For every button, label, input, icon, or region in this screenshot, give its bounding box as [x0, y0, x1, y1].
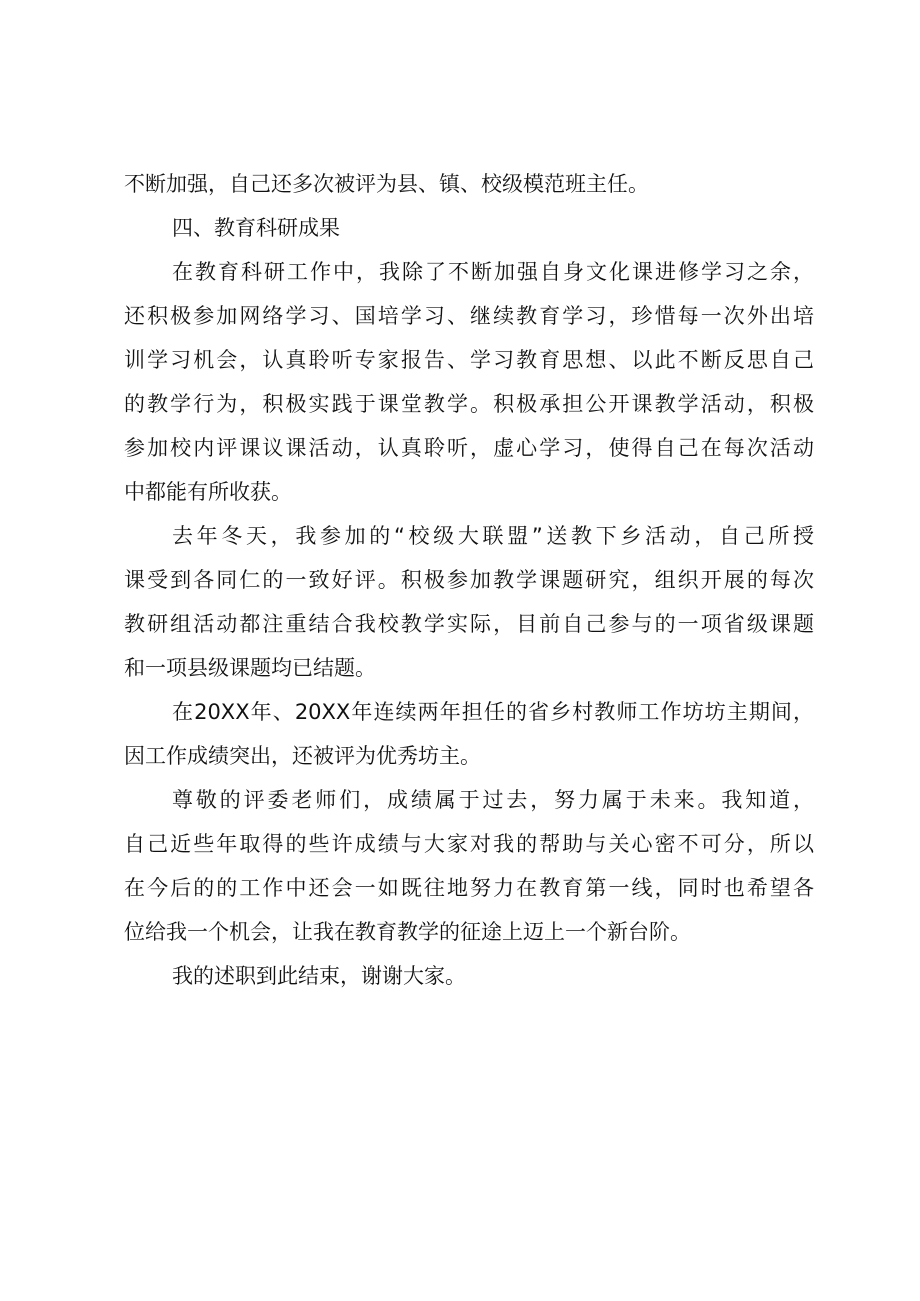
body-line: 参加校内评课议课活动，认真聆听，虚心学习，使得自己在每次活动 — [124, 436, 814, 460]
body-line: 在教育科研工作中，我除了不断加强自身文化课进修学习之余， — [172, 260, 814, 284]
body-line: 因工作成绩突出，还被评为优秀坊主。 — [124, 744, 481, 768]
body-line: 还积极参加网络学习、国培学习、继续教育学习，珍惜每一次外出培 — [124, 304, 814, 328]
body-line: 不断加强，自己还多次被评为县、镇、校级模范班主任。 — [124, 172, 649, 196]
body-line: 在20XX年、20XX年连续两年担任的省乡村教师工作坊坊主期间， — [172, 700, 814, 724]
body-line: 的教学行为，积极实践于课堂教学。积极承担公开课教学活动，积极 — [124, 392, 814, 416]
body-line: 去年冬天，我参加的“校级大联盟”送教下乡活动，自己所授 — [172, 524, 814, 548]
body-line: 在今后的的工作中还会一如既往地努力在教育第一线，同时也希望各 — [124, 876, 814, 900]
body-line: 尊敬的评委老师们，成绩属于过去，努力属于未来。我知道， — [172, 788, 814, 812]
body-line: 中都能有所收获。 — [124, 480, 292, 504]
closing-line: 我的述职到此结束，谢谢大家。 — [172, 964, 466, 988]
body-line: 课受到各同仁的一致好评。积极参加教学课题研究，组织开展的每次 — [124, 568, 814, 592]
body-line: 训学习机会，认真聆听专家报告、学习教育思想、以此不断反思自己 — [124, 348, 814, 372]
body-line: 自己近些年取得的些许成绩与大家对我的帮助与关心密不可分，所以 — [124, 832, 814, 856]
body-line: 教研组活动都注重结合我校教学实际，目前自己参与的一项省级课题 — [124, 612, 814, 636]
section-heading: 四、教育科研成果 — [172, 216, 340, 240]
body-line: 和一项县级课题均已结题。 — [124, 656, 376, 680]
body-line: 位给我一个机会，让我在教育教学的征途上迈上一个新台阶。 — [124, 920, 691, 944]
